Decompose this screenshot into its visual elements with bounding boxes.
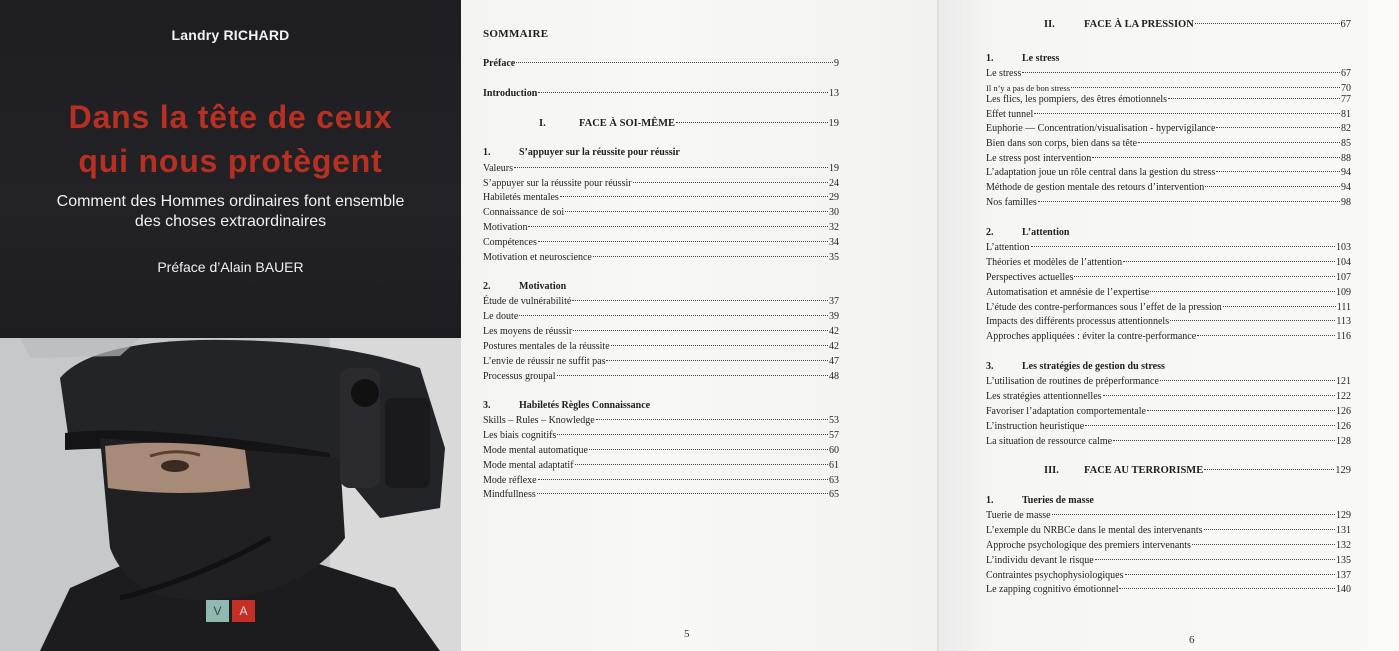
toc-entry-page: 67 (1341, 68, 1351, 79)
page-number: 5 (684, 628, 690, 640)
section-title: Habiletés Règles Connaissance (519, 400, 651, 411)
toc-entry-label: La situation de ressource calme (986, 436, 1113, 447)
leader-dots (1125, 574, 1336, 575)
leader-dots (537, 493, 828, 494)
toc-entry-label: Effet tunnel (986, 109, 1034, 120)
toc-entry-label: Perspectives actuelles (986, 272, 1074, 283)
toc-entry-page: 121 (1336, 376, 1351, 387)
toc-entry-label: L’utilisation de routines de préperformance (986, 376, 1159, 387)
part-number: I. (539, 118, 546, 129)
toc-entry-label: Introduction (483, 88, 538, 99)
section-number: 1. (986, 53, 994, 64)
toc-entry[interactable] (986, 390, 1351, 404)
toc-entry-label: Impacts des différents processus attentionnels (986, 316, 1170, 327)
toc-entry-label: L’exemple du NRBCe dans le mental des intervenants (986, 525, 1203, 536)
leader-dots (633, 182, 828, 183)
section-title: Les stratégies de gestion du stress (1022, 361, 1165, 372)
toc-entry[interactable] (986, 554, 1351, 568)
toc-entry-page: 42 (829, 326, 839, 337)
toc-entry-page: 126 (1336, 421, 1351, 432)
toc-entry-page: 81 (1341, 109, 1351, 120)
toc-entry-page: 116 (1336, 331, 1351, 342)
toc-entry-label: L’instruction heuristique (986, 421, 1085, 432)
toc-section-heading (986, 361, 1165, 372)
page-number: 6 (1189, 634, 1195, 646)
toc-entry-label: L’individu devant le risque (986, 555, 1094, 566)
leader-dots (538, 241, 828, 242)
toc-entry-page: 9 (834, 58, 839, 69)
toc-entry-label: Favoriser l’adaptation comportementale (986, 406, 1146, 417)
toc-entry-introduction[interactable] (483, 87, 839, 101)
toc-part-2[interactable] (1044, 18, 1351, 32)
part-page: 129 (1335, 465, 1351, 476)
toc-entry-label: Motivation et neuroscience (483, 252, 592, 263)
toc-entry-page: 111 (1336, 302, 1351, 313)
toc-entry-label: L’envie de réussir ne suffit pas (483, 356, 606, 367)
leader-dots (1197, 335, 1335, 336)
leader-dots (1147, 410, 1335, 411)
toc-entry[interactable] (483, 236, 839, 250)
toc-entry[interactable] (483, 310, 839, 324)
toc-entry-label: Il n’y a pas de bon stress (986, 83, 1071, 93)
toc-entry-label: Le zapping cognitivo émotionnel (986, 584, 1119, 595)
toc-entry-page: 85 (1341, 138, 1351, 149)
leader-dots (557, 434, 828, 435)
toc-entry-page: 47 (829, 356, 839, 367)
toc-entry-page: 34 (829, 237, 839, 248)
toc-entry-page: 103 (1336, 242, 1351, 253)
toc-entry[interactable] (483, 429, 839, 443)
toc-entry-label: L’adaptation joue un rôle central dans la gestion du stress (986, 167, 1216, 178)
part-page: 67 (1340, 19, 1351, 30)
toc-entry[interactable] (986, 108, 1351, 122)
toc-entry-label: Bien dans son corps, bien dans sa tête (986, 138, 1138, 149)
leader-dots (575, 464, 828, 465)
leader-dots (573, 330, 828, 331)
cover-subtitle-line-1: Comment des Hommes ordinaires font ensemble (56, 193, 405, 210)
cover-title-line-2: qui nous protègent (78, 143, 383, 179)
toc-entry[interactable] (483, 370, 839, 384)
cover-author: Landry RICHARD (171, 27, 290, 43)
section-title: L’attention (1022, 227, 1070, 238)
leader-dots (1074, 276, 1335, 277)
toc-entry[interactable] (483, 340, 839, 354)
toc-entry-page: 13 (829, 88, 839, 99)
toc-entry-label: Mindfullness (483, 489, 536, 500)
leader-dots (1138, 142, 1340, 143)
leader-dots (1119, 588, 1335, 589)
toc-entry[interactable] (483, 206, 839, 220)
toc-entry-page: 109 (1336, 287, 1351, 298)
leader-dots (1160, 380, 1335, 381)
toc-entry[interactable] (483, 191, 839, 205)
leader-dots (519, 315, 828, 316)
section-number: 1. (483, 147, 491, 158)
leader-dots (538, 479, 828, 480)
toc-entry[interactable] (986, 152, 1351, 166)
toc-entry-label: Les moyens de réussir (483, 326, 573, 337)
toc-entry-label: Les flics, les pompiers, des êtres émotionnels (986, 94, 1168, 105)
toc-part-3[interactable] (1044, 464, 1351, 478)
toc-entry-page: 137 (1336, 570, 1351, 581)
toc-entry[interactable] (986, 539, 1351, 553)
toc-entry[interactable] (986, 271, 1351, 285)
publisher-logo (206, 600, 255, 622)
cover-preface: Préface d’Alain BAUER (157, 259, 304, 275)
leader-dots (1031, 246, 1335, 247)
toc-entry-page: 70 (1341, 83, 1351, 94)
toc-entry-label: Le doute (483, 311, 519, 322)
toc-entry-label: Approches appliquées : éviter la contre-performance (986, 331, 1197, 342)
leader-dots (1092, 157, 1340, 158)
toc-section-heading (986, 495, 1094, 506)
toc-entry[interactable] (986, 137, 1351, 151)
leader-dots (538, 92, 828, 93)
leader-dots (1204, 529, 1335, 530)
toc-section-heading (483, 147, 680, 158)
leader-dots (611, 345, 828, 346)
leader-dots (572, 300, 828, 301)
toc-entry[interactable] (986, 196, 1351, 210)
toc-entry-label: Compétences (483, 237, 537, 248)
toc-entry[interactable] (483, 251, 839, 265)
toc-entry[interactable] (986, 286, 1351, 300)
toc-entry[interactable] (483, 444, 839, 458)
section-title: Le stress (1022, 53, 1060, 64)
leader-dots (528, 226, 828, 227)
toc-entry[interactable] (986, 405, 1351, 419)
leader-dots (1123, 261, 1335, 262)
leader-dots (1071, 87, 1340, 88)
toc-entry-label: Le stress (986, 68, 1022, 79)
toc-entry[interactable] (986, 181, 1351, 195)
toc-entry[interactable] (986, 524, 1351, 538)
section-title: Tueries de masse (1022, 495, 1094, 506)
toc-entry-label: Nos familles (986, 197, 1037, 208)
toc-entry[interactable] (986, 122, 1351, 136)
toc-entry-page: 131 (1336, 525, 1351, 536)
leader-dots (1150, 291, 1335, 292)
toc-entry-page: 19 (829, 163, 839, 174)
leader-dots (593, 256, 828, 257)
toc-entry-label: Théories et modèles de l’attention (986, 257, 1123, 268)
leader-dots (1103, 395, 1335, 396)
toc-entry-page: 132 (1336, 540, 1351, 551)
leader-dots (1192, 544, 1335, 545)
toc-entry-label: Motivation (483, 222, 528, 233)
toc-entry-preface[interactable] (483, 57, 839, 71)
toc-entry-label: Euphorie — Concentration/visualisation - hypervigilance (986, 123, 1216, 134)
toc-entry-page: 88 (1341, 153, 1351, 164)
toc-entry-page: 65 (829, 489, 839, 500)
leader-dots (606, 360, 828, 361)
leader-dots (1113, 440, 1335, 441)
leader-dots (676, 122, 827, 123)
toc-entry[interactable] (986, 67, 1351, 81)
toc-entry-page: 129 (1336, 510, 1351, 521)
toc-entry-page: 32 (829, 222, 839, 233)
toc-section-heading (986, 227, 1069, 238)
toc-part-1[interactable] (539, 117, 839, 131)
toc-entry[interactable] (986, 330, 1351, 344)
leader-dots (1085, 425, 1335, 426)
section-title: S’appuyer sur la réussite pour réussir (519, 147, 680, 158)
toc-entry-page: 57 (829, 430, 839, 441)
toc-entry-label: Les stratégies attentionnelles (986, 391, 1102, 402)
section-number: 2. (483, 281, 491, 292)
toc-entry-label: Les biais cognitifs (483, 430, 557, 441)
leader-dots (1205, 186, 1340, 187)
toc-entry-label: Étude de vulnérabilité (483, 296, 572, 307)
toc-entry-page: 122 (1336, 391, 1351, 402)
section-number: 2. (986, 227, 994, 238)
section-number: 3. (483, 400, 491, 411)
section-number: 1. (986, 495, 994, 506)
part-page: 19 (828, 118, 839, 129)
toc-entry[interactable] (483, 459, 839, 473)
toc-entry[interactable] (986, 256, 1351, 270)
leader-dots (565, 211, 828, 212)
toc-entry-label: Processus groupal (483, 371, 556, 382)
toc-entry-label: Méthode de gestion mentale des retours d’intervention (986, 182, 1205, 193)
toc-entry-label: Tuerie de masse (986, 510, 1051, 521)
part-title: FACE À LA PRESSION (1084, 19, 1194, 30)
part-title: FACE AU TERRORISME (1084, 465, 1204, 476)
leader-dots (1216, 127, 1340, 128)
toc-entry[interactable] (986, 569, 1351, 583)
toc-entry-label: Automatisation et amnésie de l’expertise (986, 287, 1150, 298)
toc-section-heading (483, 400, 650, 411)
leader-dots (1034, 113, 1340, 114)
toc-entry-label: Mode réflexe (483, 475, 537, 486)
toc-entry[interactable] (986, 315, 1351, 329)
section-number: 3. (986, 361, 994, 372)
toc-entry-page: 126 (1336, 406, 1351, 417)
toc-entry-page: 104 (1336, 257, 1351, 268)
publisher-logo-v: V (206, 600, 229, 622)
cover-title-line-1: Dans la tête de ceux (68, 99, 393, 135)
leader-dots (1168, 98, 1340, 99)
toc-entry-label: Valeurs (483, 163, 513, 174)
toc-entry-page: 98 (1341, 197, 1351, 208)
section-title: Motivation (519, 281, 567, 292)
toc-entry-page: 63 (829, 475, 839, 486)
leader-dots (589, 449, 828, 450)
cover-subtitle (10, 192, 451, 232)
toc-entry-page: 53 (829, 415, 839, 426)
toc-entry[interactable] (986, 435, 1351, 449)
leader-dots (557, 375, 829, 376)
toc-entry[interactable] (483, 355, 839, 369)
book-cover (0, 0, 461, 651)
toc-entry-page: 77 (1341, 94, 1351, 105)
toc-entry-page: 29 (829, 192, 839, 203)
leader-dots (1095, 559, 1335, 560)
leader-dots (560, 196, 828, 197)
toc-entry[interactable] (483, 474, 839, 488)
leader-dots (516, 62, 833, 63)
toc-entry-label: Postures mentales de la réussite (483, 341, 610, 352)
toc-entry-page: 24 (829, 178, 839, 189)
toc-entry-label: Habiletés mentales (483, 192, 559, 203)
toc-entry-page: 82 (1341, 123, 1351, 134)
toc-entry-page: 135 (1336, 555, 1351, 566)
toc-entry[interactable] (986, 166, 1351, 180)
sommaire-heading: SOMMAIRE (483, 28, 549, 40)
leader-dots (1195, 23, 1340, 24)
toc-entry-page: 61 (829, 460, 839, 471)
toc-entry-page: 39 (829, 311, 839, 322)
toc-entry[interactable] (986, 583, 1351, 597)
toc-entry-page: 107 (1336, 272, 1351, 283)
part-number: II. (1044, 19, 1055, 30)
toc-entry-page: 42 (829, 341, 839, 352)
toc-page-left (461, 0, 941, 651)
toc-section-heading (986, 53, 1059, 64)
toc-entry-page: 37 (829, 296, 839, 307)
toc-entry-label: Mode mental adaptatif (483, 460, 574, 471)
toc-entry-page: 35 (829, 252, 839, 263)
publisher-logo-a: A (232, 600, 255, 622)
cover-title (10, 95, 451, 183)
toc-entry-label: Contraintes psychophysiologiques (986, 570, 1124, 581)
toc-entry-page: 60 (829, 445, 839, 456)
toc-entry[interactable] (986, 241, 1351, 255)
leader-dots (1052, 514, 1335, 515)
leader-dots (514, 167, 828, 168)
toc-entry[interactable] (483, 488, 839, 502)
toc-entry[interactable] (483, 162, 839, 176)
toc-entry[interactable] (483, 295, 839, 309)
toc-entry[interactable] (986, 420, 1351, 434)
toc-entry-label: Connaissance de soi (483, 207, 565, 218)
part-title: FACE À SOI-MÊME (579, 118, 676, 129)
toc-entry-label: Mode mental automatique (483, 445, 588, 456)
toc-entry[interactable] (483, 325, 839, 339)
toc-entry-page: 140 (1336, 584, 1351, 595)
toc-entry-label: L’attention (986, 242, 1030, 253)
cover-title-band (0, 0, 461, 338)
toc-section-heading (483, 281, 566, 292)
toc-page-right (941, 0, 1399, 651)
leader-dots (1022, 72, 1340, 73)
toc-entry-page: 94 (1341, 167, 1351, 178)
toc-entry[interactable] (483, 221, 839, 235)
toc-entry-label: Préface (483, 58, 516, 69)
toc-entry-label: Skills – Rules – Knowledge (483, 415, 595, 426)
toc-entry-label: Approche psychologique des premiers intervenants (986, 540, 1191, 551)
toc-entry[interactable] (986, 509, 1351, 523)
leader-dots (1038, 201, 1340, 202)
leader-dots (596, 419, 828, 420)
leader-dots (1216, 171, 1340, 172)
toc-entry-label: S’appuyer sur la réussite pour réussir (483, 178, 632, 189)
toc-entry-page: 30 (829, 207, 839, 218)
toc-entry-label: L’étude des contre-performances sous l’effet de la pression (986, 302, 1222, 313)
toc-entry[interactable] (986, 93, 1351, 107)
toc-entry-label: Le stress post intervention (986, 153, 1092, 164)
toc-entry-page: 113 (1336, 316, 1351, 327)
toc-entry-page: 48 (829, 371, 839, 382)
leader-dots (1204, 469, 1334, 470)
toc-entry[interactable] (483, 177, 839, 191)
cover-subtitle-line-2: des choses extraordinaires (134, 213, 327, 230)
toc-entry-page: 128 (1336, 436, 1351, 447)
toc-entry[interactable] (986, 301, 1351, 315)
toc-entry-page: 94 (1341, 182, 1351, 193)
toc-entry[interactable] (986, 375, 1351, 389)
leader-dots (1223, 306, 1336, 307)
toc-entry[interactable] (483, 414, 839, 428)
part-number: III. (1044, 465, 1059, 476)
leader-dots (1170, 320, 1335, 321)
